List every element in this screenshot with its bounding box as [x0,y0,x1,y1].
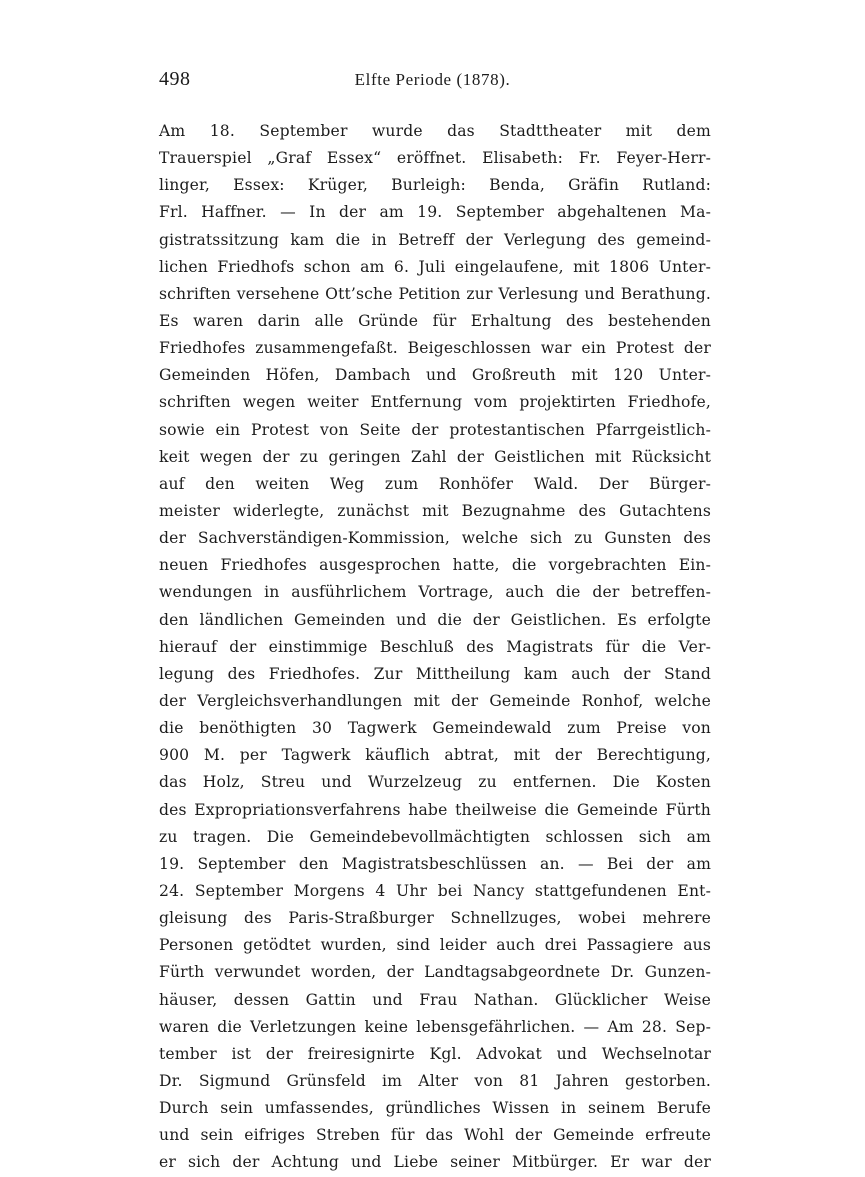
text-line: Dr. Sigmund Grünsfeld im Alter von 81 Jahren gestorben. [159,1071,711,1090]
page-number: 498 [159,68,191,90]
running-header: Elfte Periode (1878). [354,70,511,89]
text-line: des Expropriationsverfahrens habe theilweise die Gemeinde Fürth [159,800,711,819]
text-line: sowie ein Protest von Seite der protestantischen Pfarrgeistlich- [159,420,711,439]
text-line: den ländlichen Gemeinden und die der Geistlichen. Es erfolgte [159,610,711,629]
body-text [159,118,711,1176]
text-line: gleisung des Paris-Straßburger Schnellzuges, wobei mehrere [159,909,711,928]
text-line: wendungen in ausführlichem Vortrage, auch die der betreffen- [159,583,711,602]
text-line: zu tragen. Die Gemeindebevollmächtigten schlossen sich am [159,827,711,846]
text-line: Friedhofes zusammengefaßt. Beigeschlossen war ein Protest der [159,339,711,358]
text-line: tember ist der freiresignirte Kgl. Advokat und Wechselnotar [159,1044,711,1063]
text-line: Personen getödtet wurden, sind leider auch drei Passagiere aus [159,936,711,955]
text-line: Trauerspiel „Graf Essex“ eröffnet. Elisabeth: Fr. Feyer-Herr- [159,149,711,168]
text-line: lichen Friedhofs schon am 6. Juli eingelaufene, mit 1806 Unter- [159,257,711,276]
text-line: gistratssitzung kam die in Betreff der Verlegung des gemeind- [159,230,711,249]
text-line: das Holz, Streu und Wurzelzeug zu entfernen. Die Kosten [159,773,711,792]
text-line: linger, Essex: Krüger, Burleigh: Benda, Gräfin Rutland: [159,176,711,195]
text-line: Am 18. September wurde das Stadttheater mit dem [159,122,711,140]
text-line: er sich der Achtung und Liebe seiner Mitbürger. Er war der [159,1153,711,1172]
text-line: häuser, dessen Gattin und Frau Nathan. Glücklicher Weise [159,990,711,1009]
text-line: keit wegen der zu geringen Zahl der Geistlichen mit Rücksicht [159,447,711,466]
text-line: waren die Verletzungen keine lebensgefährlichen. — Am 28. Sep- [159,1017,711,1036]
text-line: meister widerlegte, zunächst mit Bezugnahme des Gutachtens [159,501,711,520]
text-line: Frl. Haffner. — In der am 19. September abgehaltenen Ma- [159,203,711,222]
text-line: schriften wegen weiter Entfernung vom projektirten Friedhofe, [159,393,711,412]
text-line: Durch sein umfassendes, gründliches Wissen in seinem Berufe [159,1099,711,1118]
text-line: 19. September den Magistratsbeschlüssen an. — Bei der am [159,854,711,873]
text-line: und sein eifriges Streben für das Wohl der Gemeinde erfreute [159,1126,711,1145]
text-line: neuen Friedhofes ausgesprochen hatte, die vorgebrachten Ein- [159,556,711,575]
text-line: der Vergleichsverhandlungen mit der Gemeinde Ronhof, welche [159,691,711,710]
text-line: Gemeinden Höfen, Dambach und Großreuth mit 120 Unter- [159,366,711,385]
text-line: Fürth verwundet worden, der Landtagsabgeordnete Dr. Gunzen- [159,963,711,982]
text-line: hierauf der einstimmige Beschluß des Magistrats für die Ver- [159,637,711,656]
text-line: schriften versehene Ott’sche Petition zur Verlesung und Berathung. [159,284,711,303]
text-line: Es waren darin alle Gründe für Erhaltung des bestehenden [159,311,711,330]
text-line: 24. September Morgens 4 Uhr bei Nancy stattgefundenen Ent- [159,881,711,900]
text-line: legung des Friedhofes. Zur Mittheilung kam auch der Stand [159,664,711,683]
text-line: 900 M. per Tagwerk käuflich abtrat, mit der Berechtigung, [159,746,711,765]
text-line: der Sachverständigen-Kommission, welche sich zu Gunsten des [159,529,711,548]
text-line: auf den weiten Weg zum Ronhöfer Wald. Der Bürger- [159,474,711,493]
text-line: die benöthigten 30 Tagwerk Gemeindewald zum Preise von [159,719,711,738]
